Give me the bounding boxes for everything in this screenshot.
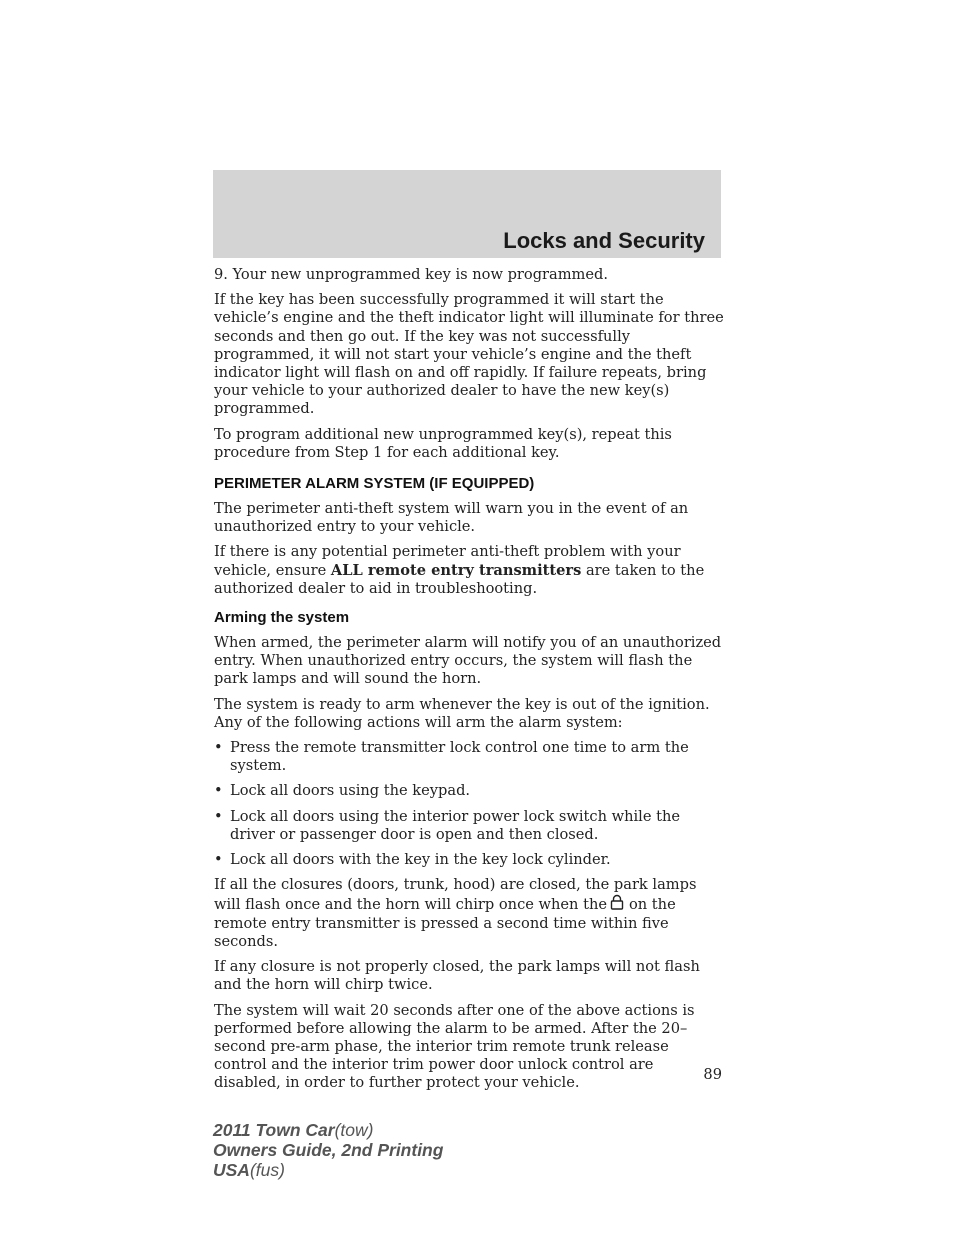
footer-line-1	[213, 1120, 443, 1140]
closures-text-end: on the remote entry transmitter is pressed a second time within five seconds.	[214, 896, 676, 950]
footer-model: 2011 Town Car	[213, 1120, 335, 1140]
list-item	[214, 782, 724, 800]
document-footer	[213, 1120, 443, 1180]
pre-arm-paragraph: The system will wait 20 seconds after one of the above actions is performed before allowing the alarm to be armed. After the 20–second pre-arm phase, the interior trim remote trunk release control and the interior trim power door unlock control are disabled, in order to further protect your vehicle.	[214, 1001, 695, 1092]
footer-model-code: (tow)	[334, 1120, 374, 1140]
lock-icon	[609, 894, 625, 910]
list-item	[214, 808, 724, 844]
section-title: Locks and Security	[503, 228, 705, 253]
additional-keys-paragraph: To program additional new unprogrammed key(s), repeat this procedure from Step 1 for each additional key.	[214, 425, 672, 461]
list-item-text: Lock all doors using the interior power lock switch while the driver or passenger door is open and then closed.	[230, 807, 681, 843]
step-9-paragraph: 9. Your new unprogrammed key is now programmed.	[214, 266, 609, 283]
programming-result-paragraph: If the key has been successfully programmed it will start the vehicle’s engine and the theft indicator light will illuminate for three seconds and then go out. If the key was not successfully programmed, it will not start your vehicle’s engine and the theft indicator light will flash on and off rapidly. If failure repeats, bring your vehicle to your authorized dealer to have the new key(s) programmed.	[214, 291, 724, 418]
bullet-mark: •	[214, 782, 223, 800]
perimeter-intro-paragraph: The perimeter anti-theft system will warn you in the event of an unauthorized entry to your vehicle.	[214, 500, 689, 536]
closures-text-start: If all the closures (doors, trunk, hood) are closed, the park lamps will flash once and the horn will chirp once when the	[214, 876, 697, 914]
ready-to-arm-paragraph: The system is ready to arm whenever the key is out of the ignition. Any of the following actions will arm the alarm system:	[214, 695, 710, 731]
closures-paragraph	[214, 876, 724, 951]
page-content	[214, 266, 724, 1100]
list-item-text: Lock all doors with the key in the key lock cylinder.	[230, 851, 611, 869]
footer-market-code: (fus)	[249, 1160, 285, 1180]
footer-line-2: Owners Guide, 2nd Printing	[213, 1140, 444, 1160]
list-item	[214, 851, 724, 869]
arming-heading: Arming the system	[214, 609, 350, 627]
section-header-band	[213, 170, 721, 258]
footer-line-3	[213, 1160, 443, 1180]
improper-closure-paragraph: If any closure is not properly closed, the park lamps will not flash and the horn will chirp twice.	[214, 958, 700, 994]
list-item-text: Press the remote transmitter lock control one time to arm the system.	[230, 739, 689, 775]
bullet-mark: •	[214, 739, 223, 757]
bullet-mark: •	[214, 807, 223, 825]
bullet-mark: •	[214, 851, 223, 869]
perimeter-alarm-heading: PERIMETER ALARM SYSTEM (IF EQUIPPED)	[214, 475, 535, 493]
footer-market: USA	[213, 1160, 250, 1180]
transmitters-emphasis: ALL remote entry transmitters	[330, 561, 582, 579]
troubleshooting-text-start: If there is any potential perimeter anti-theft problem with your vehicle, ensure	[214, 543, 681, 579]
page-number: 89	[703, 1066, 722, 1083]
troubleshooting-text-end: are taken to the authorized dealer to aid in troubleshooting.	[214, 561, 705, 597]
arming-actions-list	[214, 739, 724, 869]
list-item-text: Lock all doors using the keypad.	[230, 782, 471, 800]
armed-notify-paragraph: When armed, the perimeter alarm will notify you of an unauthorized entry. When unauthorized entry occurs, the system will flash the park lamps and will sound the horn.	[214, 634, 722, 688]
troubleshooting-paragraph	[214, 543, 724, 598]
list-item	[214, 739, 724, 775]
